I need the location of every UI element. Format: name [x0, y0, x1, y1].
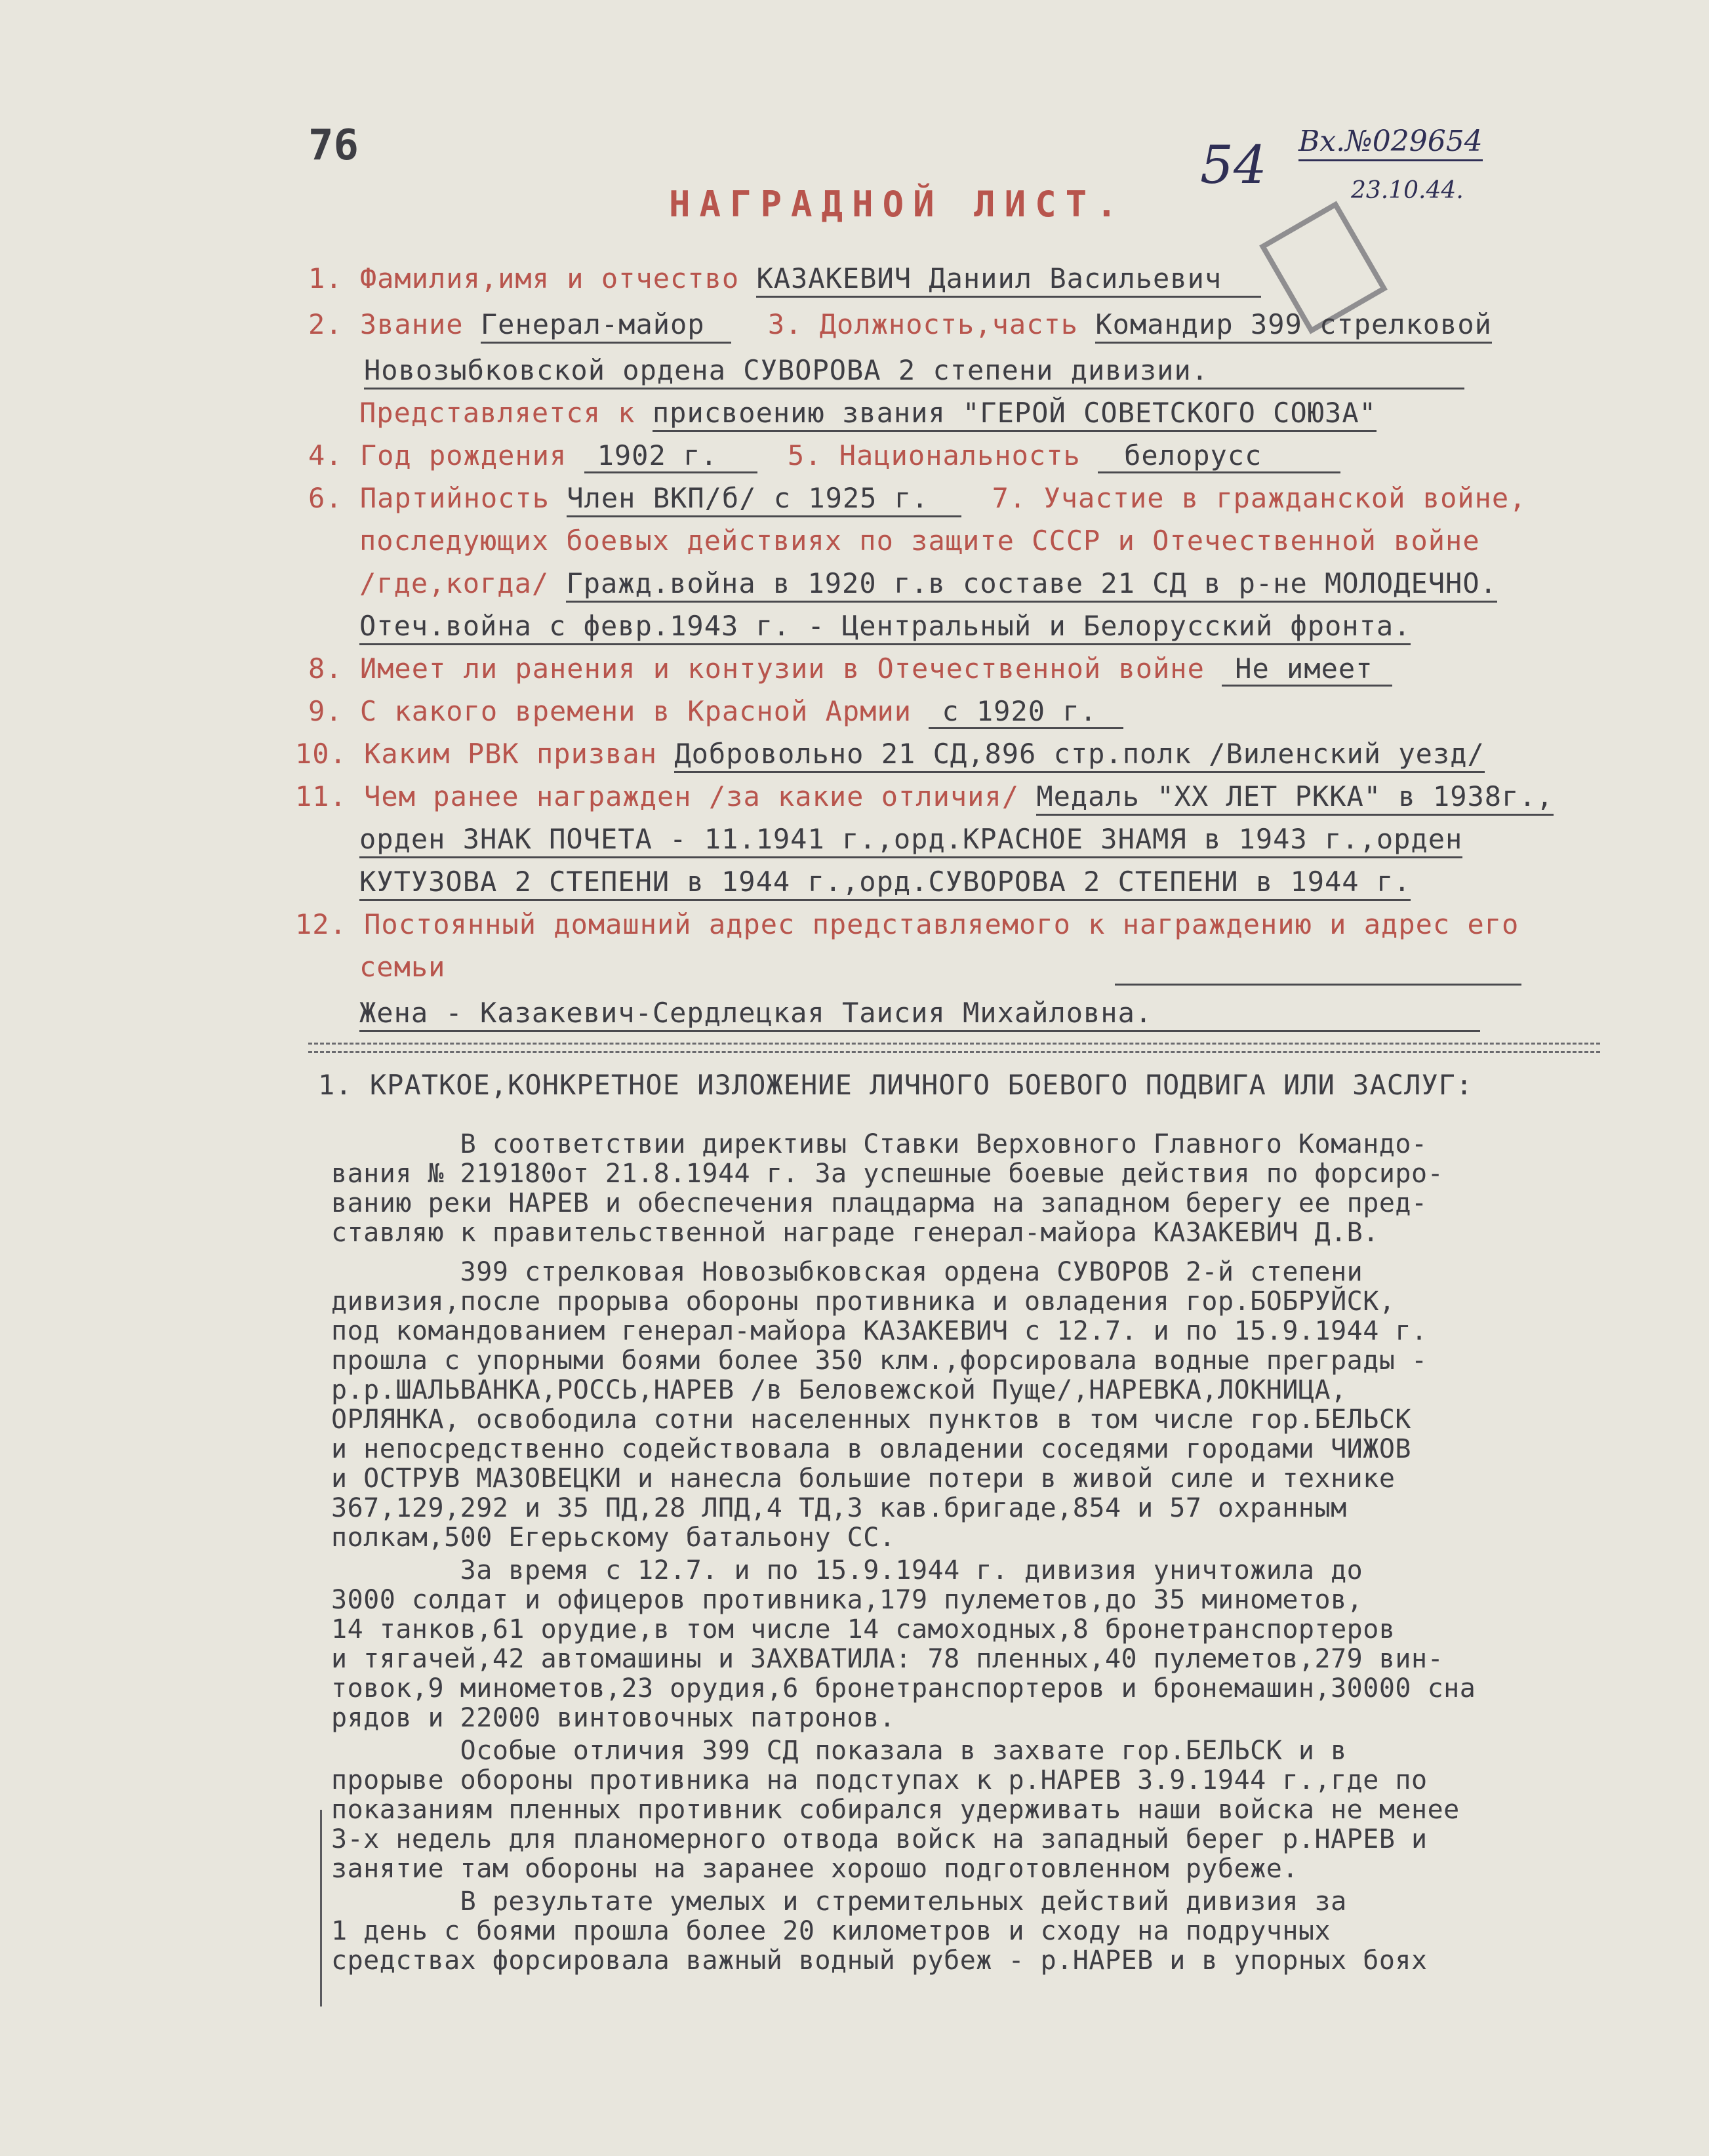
- registration-date: 23.10.44.: [1351, 177, 1464, 204]
- field-9-value: с 1920 г.: [929, 695, 1123, 729]
- field-1-value: КАЗАКЕВИЧ Даниил Васильевич: [756, 262, 1261, 298]
- field-10-value: Добровольно 21 СД,896 стр.полк /Виленский уезд/: [674, 738, 1484, 773]
- page-number: 76: [308, 121, 359, 170]
- field-10-label: 10. Каким РВК призван: [295, 738, 658, 770]
- field-7-value: Гражд.война в 1920 г.в составе 21 СД в р-не МОЛОДЕЧНО.: [566, 567, 1497, 603]
- field-12-label-continued: семьи: [359, 951, 446, 983]
- field-7-label-continued: последующих боевых действиях по защите СССР и Отечественной войне: [359, 525, 1480, 557]
- document-page: 76 54 Вх.№029654 23.10.44. НАГРАДНОЙ ЛИСТ. 1. Фамилия,имя и отчество КАЗАКЕВИЧ Даниил Васильевич 2. Звание Генерал-майор 3. Должность,часть Командир 399 стрелковой Новозыбковской ордена СУВОРОВА 2 степени дивизии. Представляется к присвоению звания "ГЕРОЙ СОВЕТСКОГО СОЮЗА" 4. Год рождения 1902 г. 5. Национальность белорусс 6. Партийность Член ВКП/б/ с 1925 г. 7. Участие в гражданской войне, последующих боевых действиях по защите СССР и Отечественной войне /где,когда/ Гражд.война в 1920 г.в составе 21 СД в р-не МОЛОДЕЧНО. Отеч.война с февр.1943 г. - Центральный и Белорусский фронта. 8. Имеет ли ранения и контузии в Отечественной войне Не имеет 9. С какого времени в Красной Армии с 1920 г. 10. Каким РВК призван Добровольно 21 СД,896 стр.полк /Виленский уезд/ 11. Чем ранее награжден /за какие отличия/ Медаль "XX ЛЕТ РККА" в 1938г., орден ЗНАК ПОЧЕТА - 11.1941 г.,орд.КРАСНОЕ ЗНАМЯ в 1943 г.,орден КУТУЗОВА 2 СТЕПЕНИ в 1944 г.,орд.СУВОРОВА 2 СТЕПЕНИ в 1944 г. 12. Постоянный домашний адрес представляемого к награждению и адрес его семьи Жена - Казакевич-Сердлецкая Таисия Михайловна. 1. КРАТКОЕ,КОНКРЕТНОЕ ИЗЛОЖЕНИЕ ЛИЧНОГО БОЕВОГО ПОДВИГА ИЛИ ЗАСЛУГ: В соответствии директивы Ставки Верховного Главного Командо- вания № 219180от 21.8.1944 г. За успешные боевые действия по форсиро- ванию реки НАРЕВ и обеспечения плацдарма на западном берегу ее пред- ставляю к правительственной награде генерал-майора КАЗАКЕВИЧ Д.В. 399 стрелковая Новозыбковская ордена СУВОРОВ 2-й степени дивизия,после прорыва обороны противника и овладения гор.БОБРУЙСК, под командованием генерал-майора КАЗАКЕВИЧ с 12.7. и по 15.9.1944 г. прошла с упорными боями более 350 клм.,форсировала водные преграды - р.р.ШАЛЬВАНКА,РОССЬ,НАРЕВ /в Беловежской Пуще/,НАРЕВКА,ЛОКНИЦА, ОРЛЯНКА, освободила сотни населенных пунктов в том числе гор.БЕЛЬСК и непосредственно содействовала в овладении соседями городами ЧИЖОВ и ОСТРУВ МАЗОВЕЦКИ и нанесла большие потери в живой силе и технике 367,129,292 и 35 ПД,28 ЛПД,4 ТД,3 кав.бригаде,854 и 57 охранным полкам,500 Егерьскому батальону СС. За время с 12.7. и по 15.9.1944 г. дивизия уничтожила до 3000 солдат и офицеров противника,179 пулеметов,до 35 минометов, 14 танков,61 орудие,в том числе 14 самоходных,8 бронетранспортеров и тягачей,42 автомашины и ЗАХВАТИЛА: 78 пленных,40 пулеметов,279 вин- товок,9 минометов,23 орудия,6 бронетранспортеров и бронемашин,30000 сна рядов и 22000 винтовочных патронов. Особые отличия 399 СД показала в захвате гор.БЕЛЬСК и в прорыве обороны противника на подступах к р.НАРЕВ 3.9.1944 г.,где по показаниям пленных противник собирался удерживать наши войска не менее 3-х недель для планомерного отвода войск на западный берег р.НАРЕВ и занятие там обороны на заранее хорошо подготовленном рубеже. В результате умелых и стремительных действий дивизия за 1 день с боями прошла более 20 километров и сходу на подручных средствах форсировала важный водный рубеж - р.НАРЕВ и в упорных боях: [0, 0, 1709, 2156]
- field-8-value: Не имеет: [1222, 652, 1392, 687]
- field-4-value: 1902 г.: [584, 439, 757, 473]
- field-11-value-continued: орден ЗНАК ПОЧЕТА - 11.1941 г.,орд.КРАСНОЕ ЗНАМЯ в 1943 г.,орден: [359, 823, 1462, 858]
- field-3-value: Командир 399 стрелковой: [1095, 308, 1492, 344]
- field-5-label: 5. Национальность: [787, 439, 1081, 471]
- field-3-value-continued: Новозыбковской ордена СУВОРОВА 2 степени дивизии.: [364, 354, 1464, 389]
- field-6-label: 6. Партийность: [308, 482, 550, 514]
- registration-number: Вх.№029654: [1298, 125, 1483, 161]
- margin-line: [320, 1810, 322, 2006]
- field-2-label: 2. Звание: [308, 308, 464, 340]
- field-7-label: 7. Участие в гражданской войне,: [992, 482, 1527, 514]
- presented-label: Представляется к: [359, 397, 635, 429]
- presented-value: присвоению звания "ГЕРОЙ СОВЕТСКОГО СОЮЗА": [653, 397, 1377, 432]
- section-title: 1. КРАТКОЕ,КОНКРЕТНОЕ ИЗЛОЖЕНИЕ ЛИЧНОГО БОЕВОГО ПОДВИГА ИЛИ ЗАСЛУГ:: [318, 1069, 1474, 1101]
- sheet-number: 54: [1200, 134, 1267, 195]
- page-title: НАГРАДНОЙ ЛИСТ.: [669, 184, 1127, 225]
- field-11-value-continued-2: КУТУЗОВА 2 СТЕПЕНИ в 1944 г.,орд.СУВОРОВА 2 СТЕПЕНИ в 1944 г.: [359, 866, 1411, 901]
- field-9-label: 9. С какого времени в Красной Армии: [308, 695, 912, 727]
- field-1-label: 1. Фамилия,имя и отчество: [308, 262, 740, 294]
- field-6-value: Член ВКП/б/ с 1925 г.: [567, 482, 961, 517]
- blank-underline: [1115, 984, 1521, 986]
- field-3-label: 3. Должность,часть: [767, 308, 1079, 340]
- field-7-value-continued: Отеч.война с февр.1943 г. - Центральный и Белорусский фронта.: [359, 610, 1411, 645]
- field-12-value: Жена - Казакевич-Сердлецкая Таисия Михайловна.: [359, 997, 1480, 1032]
- field-7-label-where: /где,когда/: [359, 567, 550, 599]
- field-5-value: белорусс: [1098, 439, 1340, 473]
- double-dashed-separator: [308, 1043, 1600, 1053]
- field-4-label: 4. Год рождения: [308, 439, 567, 471]
- field-12-label: 12. Постоянный домашний адрес представляемого к награждению и адрес его: [295, 908, 1519, 940]
- field-11-value: Медаль "XX ЛЕТ РККА" в 1938г.,: [1036, 780, 1554, 816]
- field-11-label: 11. Чем ранее награжден /за какие отличия/: [295, 780, 1020, 812]
- field-8-label: 8. Имеет ли ранения и контузии в Отечественной войне: [308, 652, 1205, 685]
- field-2-value: Генерал-майор: [481, 308, 731, 344]
